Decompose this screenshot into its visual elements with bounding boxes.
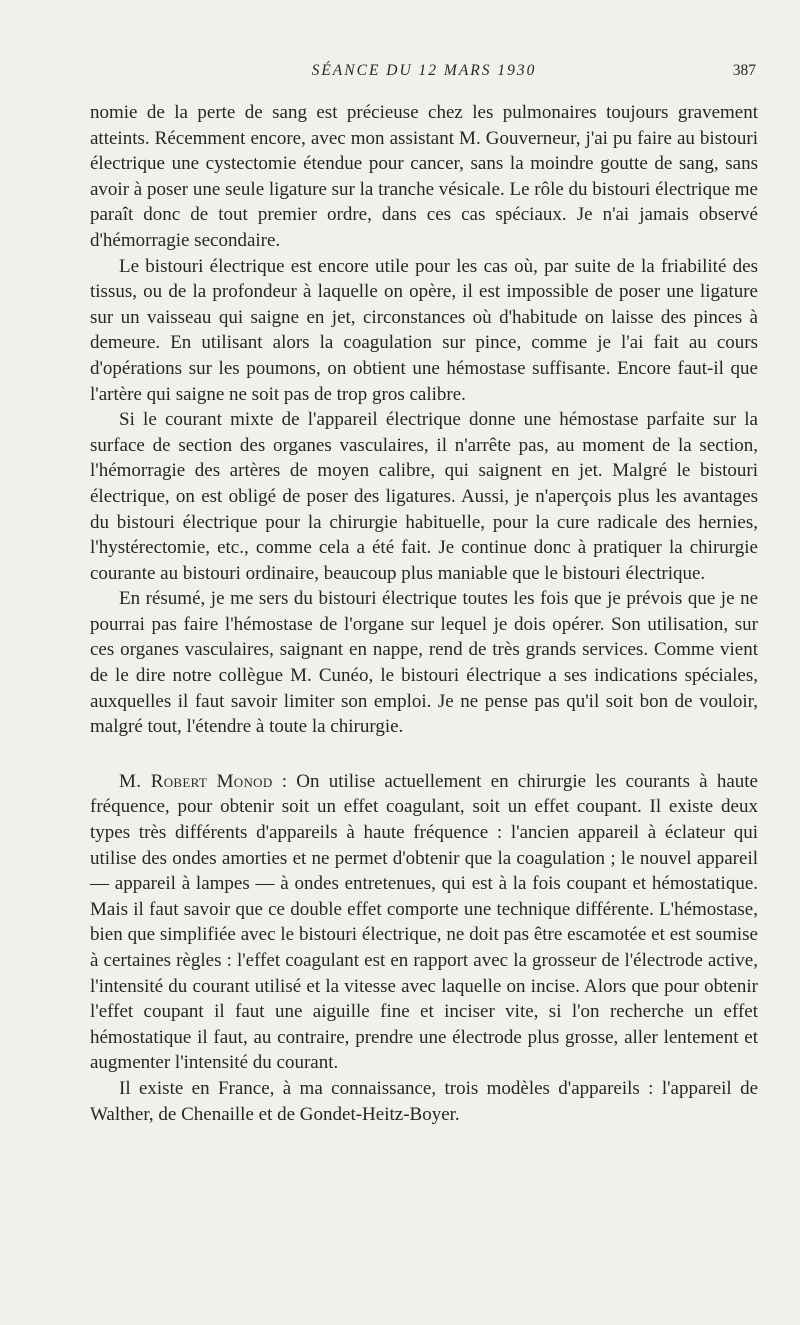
- paragraph-text: : On utilise actuellement en chirurgie les courants à haute fréquence, pour obtenir soit un effet coagulant, soit un effet coupant. Il existe deux types très différents d'appareils à haute fréquence : l'ancien appareil à éclateur qui utilise des ondes amorties et ne permet d'obtenir que la coagulation ; le nouvel appareil — appareil à lampes — à ondes entretenues, qui est à la fois coupant et hémostatique. Mais il faut savoir que ce double effet comporte une technique différente. L'hémostase, bien que simplifiée avec le bistouri électrique, ne doit pas être escamotée et est soumise à certaines règles : l'effet coagulant est en rapport avec la grosseur de l'électrode active, l'intensité du courant utilisé et la vitesse avec laquelle on incise. Alors que pour obtenir l'effet coupant il faut une aiguille fine et inciser vite, si l'on recherche un effet hémostatique il faut, au contraire, prendre une électrode plus grosse, aller lentement et augmenter l'intensité du courant.: [90, 770, 758, 1074]
- paragraph-3: [90, 407, 758, 586]
- paragraph-4: [90, 586, 758, 740]
- paragraph-text: Si le courant mixte de l'appareil électrique donne une hémostase parfaite sur la surface de section des organes vasculaires, il n'arrête pas, au moment de la section, l'hémorragie des artères de moyen calibre, qui saignent en jet. Malgré le bistouri électrique, on est obligé de poser des ligatures. Aussi, je n'aperçois plus les avantages du bistouri électrique pour la chirurgie habituelle, pour la cure radicale des hernies, l'hystérectomie, etc., comme cela a été fait. Je continue donc à pratiquer la chirurgie courante au bistouri ordinaire, beaucoup plus maniable que le bistouri électrique.: [90, 409, 758, 584]
- speaker-name: M. Robert Monod: [119, 770, 273, 792]
- body-text: [90, 100, 758, 1127]
- paragraph-text: En résumé, je me sers du bistouri électrique toutes les fois que je prévois que je ne pourrai pas faire l'hémostase de l'organe sur lequel je dois opérer. Son utilisation, sur ces organes vasculaires, saignant en nappe, rend de très grands services. Comme vient de le dire notre collègue M. Cunéo, le bistouri électrique a ses indications spéciales, auxquelles il faut savoir limiter son emploi. Je ne pense pas qu'il soit bon de vouloir, malgré tout, l'étendre à toute la chirurgie.: [90, 588, 758, 738]
- paragraph-text: Le bistouri électrique est encore utile pour les cas où, par suite de la friabilité des tissus, ou de la profondeur à laquelle on opère, il est impossible de poser une ligature sur un vaisseau qui saigne en jet, circonstances où d'habitude on laisse des pinces à demeure. En utilisant alors la coagulation sur pince, comme je l'ai fait au cours d'opérations sur les poumons, on obtient une hémostase suffisante. Encore faut-il que l'artère qui saigne ne soit pas de trop gros calibre.: [90, 255, 758, 405]
- paragraph-2: [90, 254, 758, 408]
- paragraph-5-intervention: [90, 769, 758, 1076]
- page-number: 387: [732, 62, 756, 79]
- running-title: SÉANCE DU 12 MARS 1930: [311, 62, 537, 79]
- paragraph-1: [90, 100, 758, 254]
- paragraph-6: [90, 1076, 758, 1127]
- running-header: [90, 60, 758, 84]
- paragraph-text: Il existe en France, à ma connaissance, trois modèles d'appareils : l'appareil de Walther, de Chenaille et de Gondet-Heitz-Boyer.: [90, 1077, 758, 1125]
- paragraph-text: nomie de la perte de sang est précieuse chez les pulmonaires toujours gravement atteints. Récemment encore, avec mon assistant M. Gouverneur, j'ai pu faire au bistouri électrique une cystectomie étendue pour cancer, sans la moindre goutte de sang, sans avoir à poser une seule ligature sur la tranche vésicale. Le rôle du bistouri électrique me paraît donc de tout premier ordre, dans ces cas spéciaux. Je n'ai jamais observé d'hémorragie secondaire.: [90, 102, 758, 251]
